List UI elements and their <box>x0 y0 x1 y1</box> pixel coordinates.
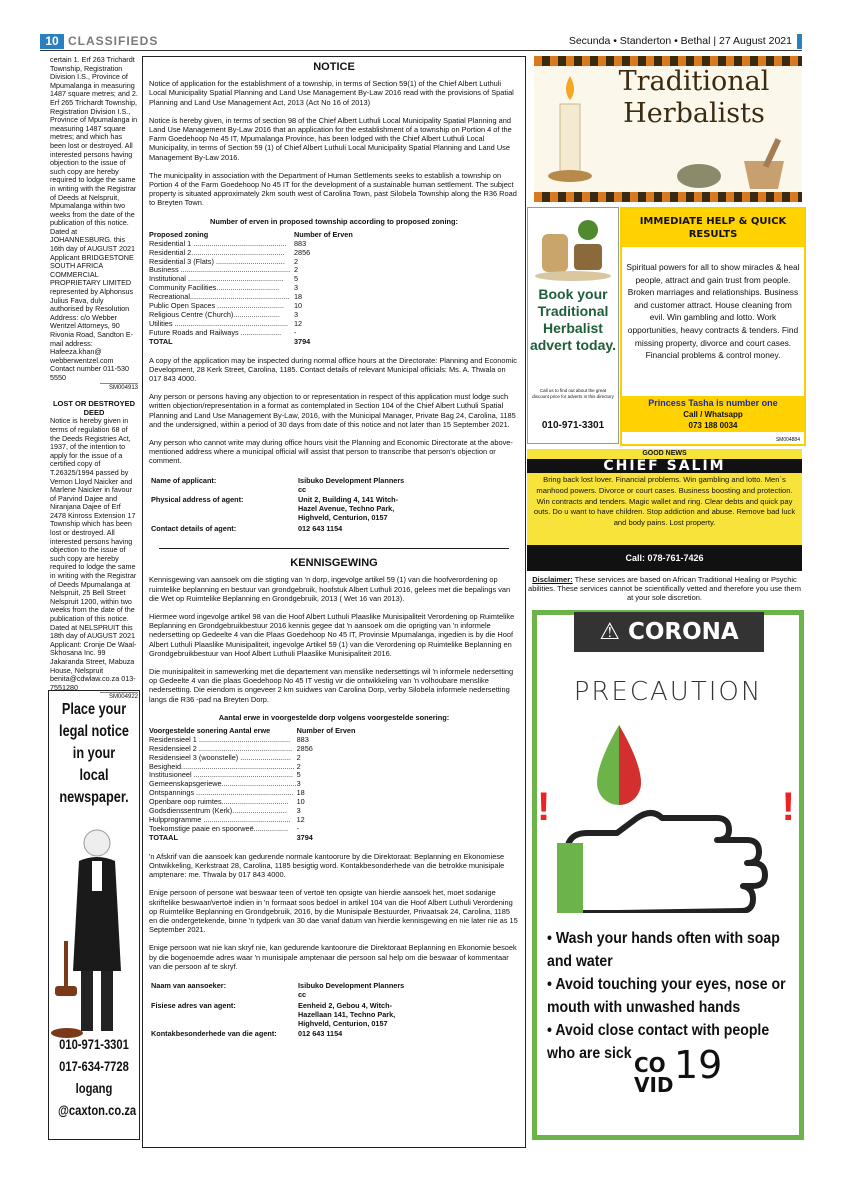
field-label: Contact details of agent: <box>151 524 237 534</box>
erven-count: 883 <box>294 238 307 248</box>
tasha-phone: 073 188 0034 <box>688 421 738 430</box>
field-label: Physical address of agent: <box>151 495 244 505</box>
zoning-name: Besigheid........................................................ <box>149 761 295 771</box>
erven-count: 5 <box>294 274 299 284</box>
zoning-name: Openbare oop ruimtes................................. <box>149 797 289 807</box>
zoning-name: Ontspannings ................................................ <box>149 788 294 798</box>
erven-count: 2 <box>296 752 301 762</box>
warning-icon: ! <box>537 785 551 829</box>
logo-part: CO <box>634 1053 666 1077</box>
zoning-table <box>149 727 355 843</box>
logo-number: 19 <box>674 1043 723 1087</box>
zoning-name: Gemeenskapsgeriewe..................................... <box>149 779 297 789</box>
phone-number: 017-634-7728 <box>59 1058 129 1074</box>
notice-paragraph: Die munisipaliteit in samewerking met die departement van menslike nedersettings wil 'n informele nedersetting op Gedeelte 4 van die plaas Goedehoop No 45 IT vestig vir die ontwikkeling van 'n volhoubare menslike nedersetting. Die eiendom is ongeveer 2 km suidwes van Carolina Dorp, verby Silobela informele nedersetting langs die R36 -pad na Breyten Dorp. <box>149 666 514 704</box>
warning-icon: ! <box>781 785 795 829</box>
header-dateline: Secunda • Standerton • Bethal | 27 August 2021 <box>568 35 792 47</box>
book-ad-note: Call us to find out about the great discount price for adverts in this directory <box>532 388 614 399</box>
zoning-header: Voorgestelde sonering Aantal erwe <box>149 725 271 735</box>
zoning-name: Residensieel 1 ............................................. <box>149 734 291 744</box>
zoning-name: Toekomstige paaie en spoorweë................. <box>149 823 289 833</box>
notice-title: NOTICE <box>313 61 355 73</box>
zigzag-border <box>534 192 802 202</box>
phone-number: 010-971-3301 <box>59 1036 129 1052</box>
erven-count: 3 <box>296 806 301 816</box>
erven-header: Number of Erven <box>294 229 353 239</box>
erven-count: 883 <box>296 734 309 744</box>
book-ad-text: Book your Traditional Herbalist advert today. <box>529 286 617 353</box>
erven-count: 12 <box>296 815 305 824</box>
place-notice-contacts <box>58 1033 137 1121</box>
zoning-table-title: Aantal erwe in voorgestelde dorp volgens voorgestelde sonering: <box>218 712 450 722</box>
notice-paragraph: Notice of application for the establishment of a township, in terms of Section 59(1) of the Chief Albert Luthuli Local Municipality Spatial Planning and Land Use Management By-Law 2016 read with the provisions of Spatial Planning and Land Use Management Act, 2013 (Act No 16 of 2013) <box>149 79 514 107</box>
page-header <box>40 34 802 51</box>
salim-call: Call: 078-761-7426 <box>527 545 802 571</box>
zoning-total-row <box>149 834 355 843</box>
erven-count: 2856 <box>294 247 311 257</box>
header-accent-bar <box>797 34 802 49</box>
book-ad-phone: 010-971-3301 <box>541 420 605 431</box>
zigzag-border <box>534 56 802 66</box>
precaution-item: • Wash your hands often with soap and water <box>547 930 780 970</box>
total-value: 3794 <box>294 336 311 346</box>
field-label: Naam van aansoeker: <box>151 980 227 990</box>
ad-reference: SM004922 <box>100 692 138 702</box>
erven-count: 2 <box>296 761 301 771</box>
notice-paragraph: Enige persoon of persone wat beswaar teen of vertoë ten opsigte van hierdie aansoek het, moet sodanige skriftelike beswaar/vertoë indien in 'n formaat soos bedoel in artikel 104 van die Hoof Albert Luthuli Verordening op Ruimtelike Beplanning en Grondgebruik, 2016, by die Munisipale Bestuurder, Privaatsak 24, Carolina, 1185 en die ondergetekende, binne 'n tydperk van 30 dae vanaf datum van hierdie kennisgewing en nie later nie as 15 September 2021. <box>149 888 518 935</box>
zoning-row <box>149 329 353 338</box>
corona-banner: ⚠ CORONA <box>574 612 764 652</box>
legal-notices-column <box>50 56 138 702</box>
precaution-title: PRECAUTION <box>573 677 763 707</box>
township-notice <box>142 56 526 1148</box>
email-user: logang <box>75 1080 113 1096</box>
logo-part: VID <box>634 1073 674 1097</box>
zoning-row <box>149 825 355 834</box>
zoning-table-title: Number of erven in proposed township according to proposed zoning: <box>209 216 458 226</box>
notice-paragraph: Enige persoon wat nie kan skryf nie, kan gedurende kantoorure die Direktoraat Beplanning en Ekonomie besoek by die bogenoemde adres waar 'n munisipale amptenaar die persoon sal help om die beswaar of kommentaar van die persoon af te skryf. <box>149 943 517 971</box>
erven-count: 10 <box>294 301 303 311</box>
covid19-logo <box>634 1043 723 1097</box>
field-value: Isibuko Development Planners cc <box>298 980 405 999</box>
zoning-name: Community Facilities............................... <box>149 283 280 293</box>
divider <box>159 548 509 549</box>
zoning-name: Institutional ............................................... <box>149 274 284 284</box>
notice-paragraph: Any person or persons having any objection to or representation in respect of this application must lodge such written objection/representation in a format as contemplated in Section 104 of the Chief Albert Luthuli Spatial Planning and Land Use Management By-Law, 2016, with the Municipal Manager, Private Bag 24, Carolina, 1185 and the undersigned, within a period of 30 days from date of this notice and not later than 15 September 2021. <box>149 392 516 429</box>
notice-paragraph: Kennisgewing van aansoek om die stigting van 'n dorp, ingevolge artikel 59 (1) van die hoofverordening op ruimtelike beplanning en bestuur van grondgebruik, hoofstuk Albert Luthuli 2016, gelees met die bepalings van die Wet op Ruimtelike Beplanning en Grondgebruik, 2013 ( Wet 16 van 2013). <box>149 575 511 603</box>
erven-count: 18 <box>294 292 303 302</box>
herbalists-banner <box>534 56 802 202</box>
zoning-name: Religious Centre (Church)....................... <box>149 310 280 319</box>
zoning-name: Future Roads and Railways .................... <box>149 327 282 337</box>
legal-notice-heading: LOST OR DESTROYED DEED <box>52 399 136 417</box>
total-label: TOTAL <box>149 336 173 346</box>
zoning-name: Recreational................................................. <box>149 292 290 302</box>
erven-count: 3 <box>294 310 299 319</box>
zoning-name: Residential 3 (Flats) .................................. <box>149 256 285 266</box>
princess-tasha-ad <box>620 207 806 446</box>
zoning-name: Hulpprogramme ........................................... <box>149 815 291 824</box>
erven-count: 3 <box>294 283 299 293</box>
ad-reference: SM004884 <box>775 437 800 443</box>
legal-notice-text: certain 1. Erf 263 Trichardt Township, Registration Division I.S., Province of Mpumalanga in measuring 1487 square metres; and 2. Erf 265 Trichardt Township, Registration Division I.S., Province of Mpumalanga in measuring 1487 square metres; and which has been lost or destroyed. All interested persons having objection to the issue of such copy are hereby required to lodge the same in writing with the Registrar of Deeds at Nelspruit, Mpumalanga within two weeks from the date of the publication of this notice. Dated at JOHANNESBURG. this 16th day of AUGUST 2021 Applicant BRIDGESTONE SOUTH AFRICA COMMERCIAL PROPRIETARY LIMITED represented by Alphonsus Julius Fava, duly authorised by Resolution Address: c/o Webber Wentzel Attorneys, 90 Rivonia Road, Sandton E-mail address: Hafeeza.khan@ webberwentzel.com Contact number 011-530 5550 <box>50 55 138 382</box>
field-value: Isibuko Development Planners cc <box>298 475 405 494</box>
tasha-body: Spiritual powers for all to show miracles & heal people, attract and gain trust from people. Broken marriages and relationships. Business and customer attract. House cleaning from evil. Win gambling and lotto. Work opportunities, heavy contracts & tenders. Find missing property, divorce and court cases. Financial problems & control money. <box>626 262 800 361</box>
tasha-title: IMMEDIATE HELP & QUICK RESULTS <box>622 209 804 247</box>
notice-paragraph: Notice is hereby given, in terms of section 98 of the Chief Albert Luthuli Local Municipality Spatial Planning and Land Use Management By-Law 2016 that an application for the establishment of a township on Portion 4 of the Farm Goedehoop No 45 IT, Mpumalanga Province, has been lodged with the Chief Albert Luthuli Local Municipality, in terms of Section 59 (1) of Chief Albert Luthuli Local Municipality Spatial Planning and Land Use Management By-Law 2016. <box>149 115 512 162</box>
section-title: CLASSIFIEDS <box>68 34 159 48</box>
zoning-name: Residential 1 .............................................. <box>149 238 287 248</box>
zoning-name: Residential 2.............................................. <box>149 247 285 257</box>
candle-icon <box>540 72 600 192</box>
place-notice-ad <box>48 690 140 1140</box>
disclaimer-text: These services are based on African Traditional Healing or Psychic abilities. These services cannot be scientifically vetted and therefore you use them at your sole discretion. <box>528 575 801 602</box>
zoning-table <box>149 231 353 347</box>
ad-reference: SM004913 <box>100 383 138 393</box>
page-number: 10 <box>40 34 64 49</box>
notice-paragraph: Any person who cannot write may during office hours visit the Planning and Economic Directorate at the above-mentioned address where a municipal official will assist that person to transcribe that person's objection or comment. <box>149 438 513 466</box>
zoning-name: Business ...................................................... <box>149 265 291 275</box>
erven-count: 12 <box>294 318 303 328</box>
zoning-name: Utilities ........................................................ <box>149 318 289 328</box>
tasha-footer <box>622 396 804 432</box>
herbalists-title: Traditional Herbalists <box>618 66 770 129</box>
good-news-label: GOOD NEWS <box>642 450 687 457</box>
tasha-name: Princess Tasha is number one <box>648 398 778 408</box>
notice-paragraph: The municipality in association with the Department of Human Settlements seeks to establish a township on Portion 4 of the Farm Goedehoop No 45 IT for the development of a sustainable human settlement. The subject property is situated approximately 2km south west of Carolina Town, past Silobela Township along the R36 Road to Breyten Town. <box>149 170 517 208</box>
chief-salim-ad <box>527 449 802 571</box>
mortar-icon <box>674 136 794 196</box>
zoning-total-row <box>149 338 353 347</box>
disclaimer <box>527 576 802 602</box>
zoning-name: Public Open Spaces ................................. <box>149 301 285 311</box>
erven-count: 10 <box>296 797 305 807</box>
field-value: 012 643 1154 <box>298 524 343 534</box>
corona-precaution-ad <box>532 610 804 1140</box>
field-value: Eenheid 2, Gebou 4, Witch-Hazellaan 141, Techno Park, Highveld, Centurion, 0157 <box>298 1000 396 1028</box>
applicant-details <box>149 980 410 1041</box>
herbs-icon <box>528 214 618 284</box>
field-label: Name of applicant: <box>151 475 217 485</box>
zoning-name: Residensieel 2 .............................................. <box>149 743 293 753</box>
erven-count: 5 <box>296 770 301 780</box>
legal-notice-text: Notice is hereby given in terms of regulation 68 of the Deeds Registries Act, 1937, of the intention to apply for the issue of a certified copy of T.26325/1994 passed by Vernon Lloyd Naicker and Marlene Naicker in favour of Parvind Dajee and Niranjana Dajee of Erf 2478 Kinross Extension 17 Township which has been lost or destroyed. All interested persons having objection to the issue of such copy are hereby required to lodge the same in writing with the Registrar of Deeds Mpumalanga at Nelspruit, 25 Bell Street Nelspruit 1200, within two weeks from the date of the publication of this notice. Dated at NELSPRUIT this 18th day of AUGUST 2021 Applicant: Cronje De Waal-Skhosana Inc. 99 Jakaranda Street, Mabuza House, Nelspruit benita@cdwlaw.co.za 013-7551280 <box>50 416 137 692</box>
erven-count: - <box>296 823 300 833</box>
kennisgewing-title: KENNISGEWING <box>290 557 378 570</box>
place-notice-title: Place your legal notice in your local newspaper. <box>59 701 129 806</box>
precaution-item: • Avoid close contact with people who are sick <box>547 1022 770 1062</box>
erven-count: - <box>294 327 297 337</box>
applicant-details <box>149 475 410 536</box>
total-value: 3794 <box>296 832 313 842</box>
salim-text: Bring back lost lover. Financial problems. Win gambling and lotto. Men`s manhood powers. Divorce or court cases. Business boosting and protection. Win contracts and tenders. Magic wallet and ring. Clear debts and quick pay outs. Do u want to have children. Stop addiction and abuse. Remove bad luck and body pains. Lost property. <box>533 475 796 528</box>
erven-header: Number of Erven <box>296 725 356 735</box>
field-value: Unit 2, Building 4, 141 Witch-Hazel Avenue, Techno Park, Highveld, Centurion, 0157 <box>298 495 399 523</box>
handwash-icon <box>557 723 787 913</box>
field-label: Kontakbesonderhede van die agent: <box>151 1029 277 1039</box>
total-label: TOTAAL <box>149 832 178 842</box>
precaution-list <box>547 927 793 1065</box>
field-label: Fisiese adres van agent: <box>151 1000 236 1010</box>
erven-count: 18 <box>296 788 305 798</box>
notice-paragraph: 'n Afskrif van die aansoek kan gedurende normale kantoorure by die Direktoraat: Beplanning en Ekonomiese Ontwikkeling, Kerkstraat 28, Carolina, 1185 besigtig word. Kontakbesonderhede van die betrokke munisipale amptenare: me. Thwala by 017 843 4000. <box>149 851 505 880</box>
erven-count: 3 <box>296 779 301 789</box>
disclaimer-label: Disclaimer: <box>532 575 573 584</box>
precaution-item: • Avoid touching your eyes, nose or mouth with unwashed hands <box>547 976 786 1016</box>
zoning-name: Institusioneel ................................................. <box>149 770 293 780</box>
book-herbalist-ad <box>527 207 619 444</box>
notice-paragraph: Hiermee word ingevolge artikel 98 van die Hoof Albert Luthuli Plaaslike Munisipaliteit Verordening op Ruimtelike Beplanning en Grondgebruikbestuur 2016 kennis gegee dat 'n aansoek om die oprigting van 'n informele nedersetting op Gedeelte 4 van die Plaas Goedehoop No 45 IT, Provinsie Mpumalanga, ingedien is by die Hoof Albert Luthuli Plaaslike Munisipaliteit, ingevolge Artikel 59 (1) van die Verordening op Ruimtelike Beplanning en Grondgebruikbestuur van Hoof Albert Luthuli Plaaslike Munisipaliteit 2016. <box>149 611 515 658</box>
erven-count: 2 <box>294 265 299 275</box>
zoning-name: Residensieel 3 (woonstelle) ......................... <box>149 752 291 762</box>
zoning-header: Proposed zoning <box>149 229 209 239</box>
lawyer-figure-icon <box>49 821 139 1041</box>
erven-count: 2 <box>294 256 299 266</box>
tasha-call: Call / Whatsapp <box>683 410 743 419</box>
email-domain: @caxton.co.za <box>58 1102 137 1118</box>
zoning-name: Godsdienssentrum (Kerk)........................... <box>149 806 287 816</box>
erven-count: 2856 <box>296 743 313 753</box>
field-value: 012 643 1154 <box>298 1029 343 1039</box>
salim-name: CHIEF SALIM <box>527 459 802 473</box>
notice-paragraph: A copy of the application may be inspected during normal office hours at the Directorate: Planning and Economic Development, 28 Kerk Street, Carolina, 1185. Contact details of relevant Municipal officials: Ms. A. Thwala on 017 843 4000. <box>149 355 517 384</box>
